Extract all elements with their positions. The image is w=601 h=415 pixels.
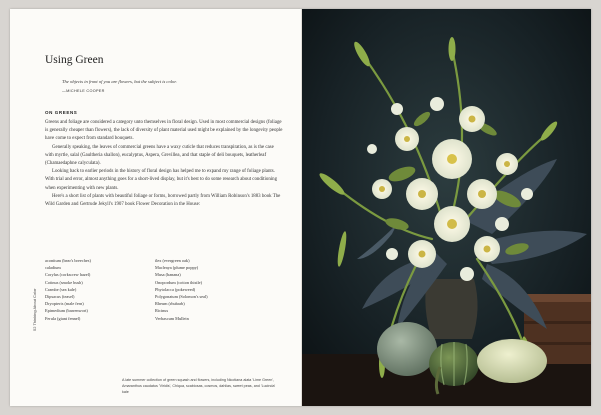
grey-squash [377,322,437,376]
plant-list-right [155,257,208,322]
book-spread [10,9,591,406]
paragraph: Here's a short list of plants with beautiful foliage or forms, borrowed partly from William Robinson's 1883 book The Wild Garden and Gertrude Jekyll's 1907 book Flower Decoration in the House: [45,193,281,208]
epigraph-source: —MICHELE COOPER [62,89,105,93]
plant-item: Macleaya (plume poppy) [155,265,199,271]
plant-item: Musa (banana) [155,272,181,278]
paragraph: Greens and foliage are considered a category unto themselves in floral design. Used in most commercial designs (foliage is generally cheaper than flowers), the lack of diversity of plant material used might be explained by the longevity people have come to expect from standard bouquets. [45,120,283,142]
plant-item: Epimedium (barrenwort) [45,308,88,314]
epigraph-quote: The objects in front of you are flowers, but the subject is color. [62,79,177,84]
plant-item: Dipsacus (teasel) [45,294,75,300]
section-subhead: ON GREENS [45,110,78,115]
plant-item: Rheum (rhubarb) [155,301,185,307]
plant-item: Phytolacca (pokeweed) [155,286,196,292]
plant-item: Cotinus (smoke bush) [45,279,83,285]
plant-item: Corylus (corkscrew hazel) [45,272,91,278]
paragraph: Looking back to earlier periods in the history of floral design has helped me to expand my range of foliage plants. With trial and error, almost anything goes for a short-lived display, but it's best to do some research about conditioning when experimenting with new plants. [45,169,278,191]
plant-item: Polygonatum (Solomon's seal) [155,294,208,300]
page-title: Using Green [45,54,104,66]
plant-item: Ferula (giant fennel) [45,315,81,321]
plant-item: Onopordum (cotton thistle) [155,279,203,285]
photo-caption: A late summer collection of green squash and flowers, including Nicotiana alata 'Lime Green', Amaranthus caudatus 'Viridis', Chiqua, scabiosas, cosmos, dahlias, sweet peas, and 'Lucinda' kale [122,378,276,394]
plant-item: ilex (evergreen oak) [155,258,190,263]
plant-list-left [45,257,91,322]
plant-item: Ricinus [155,308,169,314]
vase [425,279,477,339]
page-number-label: 52 Thinking About Color [32,288,37,331]
body-text [45,119,283,209]
plant-item: caladium [45,265,61,271]
plant-item: Dryopteris (male fern) [45,301,84,307]
plant-item: aconitum (bear's breeches) [45,258,91,263]
floral-arrangement-photo [302,9,591,406]
running-footer [32,261,40,331]
pattypan-squash [477,339,547,383]
plant-item: Crambe (sea kale) [45,286,77,292]
plant-item: Verbascum Mullein [155,315,189,321]
left-page [10,9,302,406]
paragraph: Generally speaking, the leaves of commercial greens have a waxy cuticle that reduces transpiration, as is the case with myrtle, salal (Gaultheria shallon), eucalyptus, Aspera, Grevillea, and that staple of deli bouquets, leatherleaf (Chamaedaphne calyculata). [45,144,274,167]
